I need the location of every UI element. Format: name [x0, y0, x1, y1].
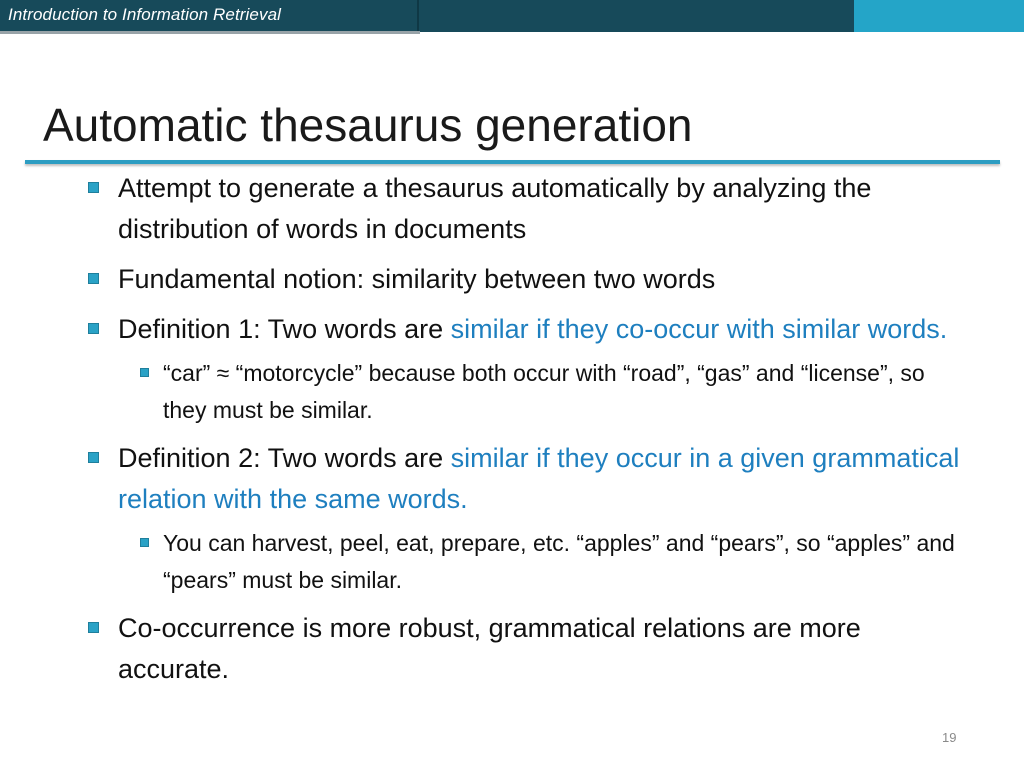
bullet-item: [88, 259, 968, 300]
square-bullet-icon: [140, 538, 149, 547]
bullet-highlight: similar if they occur in a given grammatical relation with the same words.: [118, 443, 960, 514]
bullet-text: Co-occurrence is more robust, grammatical relations are more accurate.: [118, 613, 861, 684]
bullet-item: [88, 438, 968, 520]
square-bullet-icon: [88, 182, 99, 193]
slide-title: Automatic thesaurus generation: [43, 99, 693, 151]
bullet-list: [88, 168, 968, 699]
square-bullet-icon: [88, 273, 99, 284]
sub-bullet-item: [88, 525, 968, 599]
bullet-text: Fundamental notion: similarity between two words: [118, 264, 716, 294]
bullet-item: [88, 608, 968, 690]
square-bullet-icon: [88, 452, 99, 463]
square-bullet-icon: [140, 368, 149, 377]
bullet-text: Definition 1: Two words are: [118, 314, 451, 344]
bullet-highlight: similar if they co-occur with similar words.: [450, 314, 948, 344]
bullet-item: [88, 309, 968, 350]
header-accent-block: [854, 0, 1024, 32]
sub-bullet-text: You can harvest, peel, eat, prepare, etc. “apples” and “pears”, so “apples” and “pears” must be similar.: [163, 530, 955, 593]
bullet-text: Attempt to generate a thesaurus automatically by analyzing the distribution of words in documents: [118, 173, 872, 244]
header-divider: [417, 0, 419, 32]
course-title: Introduction to Information Retrieval: [8, 5, 282, 24]
title-rule: [25, 160, 1000, 164]
bullet-item: [88, 168, 968, 250]
sub-bullet-text: “car” ≈ “motorcycle” because both occur with “road”, “gas” and “license”, so they must be similar.: [163, 360, 925, 423]
header-underline: [0, 31, 420, 34]
page-number: 19: [942, 730, 957, 745]
square-bullet-icon: [88, 622, 99, 633]
bullet-text: Definition 2: Two words are: [118, 443, 451, 473]
sub-bullet-item: [88, 355, 968, 429]
square-bullet-icon: [88, 323, 99, 334]
